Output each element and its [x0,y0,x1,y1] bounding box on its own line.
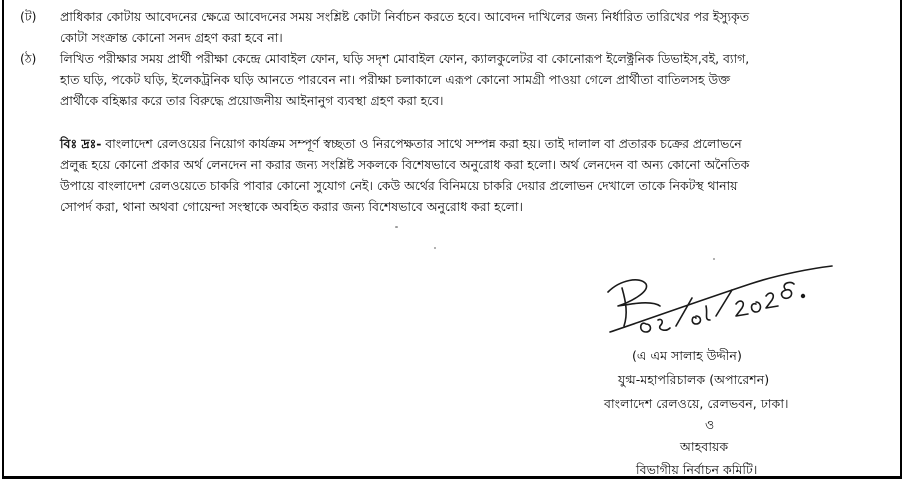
note-line-2: প্রলুব্ধ হয়ে কোনো প্রকার অর্থ লেনদেন না করার জন্য সংশ্লিষ্ট সকলকে বিশেষভাবে অনুরোধ করা হলো। অর্থ লেনদেন বা অন্য কোনো অনৈতিক [60,157,750,172]
signatory-role: আহবায়ক [680,439,729,454]
note-line-4: সোপর্দ করা, থানা অথবা গোয়েন্দা সংস্থাকে অবহিত করার জন্য বিশেষভাবে অনুরোধ করা হলো। [60,199,523,214]
item-ta-text [60,6,749,48]
handwritten-signature-image [600,262,845,344]
note-label: বিঃ দ্রঃ- [60,136,102,151]
signatory-office: বাংলাদেশ রেলওয়ে, রেলভবন, ঢাকা। [604,396,789,411]
item-tha-line-2: হাত ঘড়ি, পকেট ঘড়ি, ইলেকট্রনিক ঘড়ি আনতে পারবেন না। পরীক্ষা চলাকালে এরূপ কোনো সামগ্রী পাওয়া গেলে প্রার্থীতা বাতিলসহ উক্ত [60,72,731,87]
note-line-1-text: বাংলাদেশ রেলওয়ের নিয়োগ কার্যক্রম সম্পূর্ণ স্বচ্ছতা ও নিরপেক্ষতার সাথে সম্পন্ন করা হয়। তাই দালাল বা প্রতারক চক্রের প্রলোভনে [101,136,742,151]
signatory-name: (এ এম সালাহ উদ্দীন) [632,348,742,363]
item-tha-line-3: প্রার্থীকে বহিষ্কার করে তার বিরুদ্ধে প্রয়োজনীয় আইনানুগ ব্যবস্থা গ্রহণ করা হবে। [60,93,444,108]
signatory-committee: বিভাগীয় নির্বাচন কমিটি। [636,462,758,477]
item-marker-tha: (ঠ) [20,51,37,66]
scan-speck [713,258,715,260]
note-paragraph [60,133,749,217]
note-line-1 [60,133,749,154]
item-ta-line-2: কোটা সংক্রান্ত কোনো সনদ গ্রহণ করা হবে না। [60,30,283,45]
item-tha-text [60,48,749,111]
note-line-3: উপায়ে বাংলাদেশ রেলওয়েতে চাকরি পাবার কোনো সুযোগ নেই। কেউ অর্থের বিনিময়ে চাকরি দেয়ার প্রলোভন দেখালে তাকে নিকটস্থ থানায় [60,178,738,193]
signatory-conjunction: ও [705,417,715,432]
item-marker-ta: (ট) [20,9,37,24]
item-tha-line-1: লিখিত পরীক্ষার সময় প্রার্থী পরীক্ষা কেন্দ্রে মোবাইল ফোন, ঘড়ি সদৃশ মোবাইল ফোন, ক্যালকুলেটর বা কোনোরূপ ইলেক্ট্রনিক ডিভাইস,বই, ব্যাগ, [60,51,750,66]
item-ta-line-1: প্রাধিকার কোটায় আবেদনের ক্ষেত্রে আবেদনের সময় সংশ্লিষ্ট কোটা নির্বাচন করতে হবে। আবেদন দাখিলের জন্য নির্ধারিত তারিখের পর ইস্যুকৃত [60,9,750,24]
scan-speck [434,247,436,249]
scan-speck [395,226,398,228]
signatory-designation: যুগ্ম-মহাপরিচালক (অপারেশন) [618,372,770,387]
